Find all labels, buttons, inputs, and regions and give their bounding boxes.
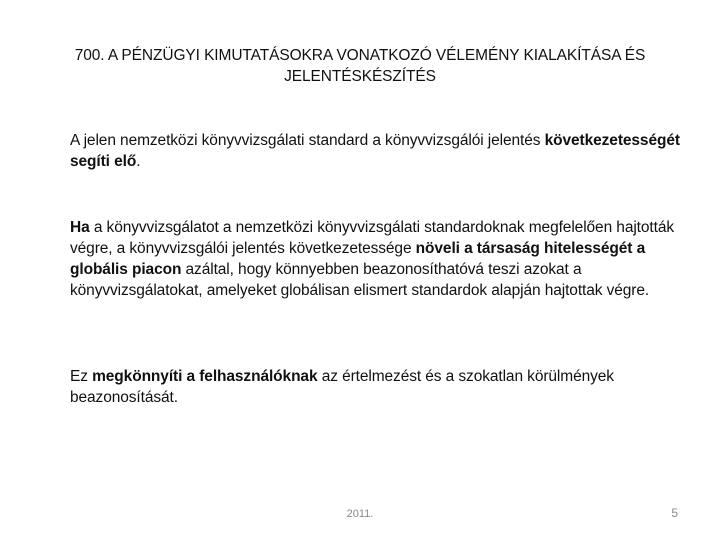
footer-date: 2011. [346, 508, 374, 520]
title-line-1: 700. A PÉNZÜGYI KIMUTATÁSOKRA VONATKOZÓ VÉLEMÉNY KIALAKÍTÁSA ÉS [74, 47, 646, 64]
page-number: 5 [671, 506, 678, 520]
paragraph-2-text-b: a könyvvizsgálatot a nemzetközi könyvvizsgálati standardoknak megfelelően hajtották végre, a könyvvizsgálói jelentés következetessége [70, 219, 674, 257]
paragraph-2-text-d: azáltal, hogy könnyebben beazonosíthatóvá teszi azokat a könyvvizsgálatokat, amelyeket globálisan elismert standardok alapján hajtottak végre. [70, 261, 650, 299]
title-line-2: JELENTÉSKÉSZÍTÉS [284, 68, 436, 85]
paragraph-2-bold-c: növeli a társaság hitelességét a globális piacon [70, 240, 646, 278]
paragraph-3-bold: megkönnyíti a felhasználóknak [92, 368, 318, 385]
paragraph-1 [70, 130, 682, 172]
paragraph-2 [70, 217, 682, 301]
paragraph-3-text-c: az értelmezést és a szokatlan körülmények beazonosítását. [70, 368, 614, 406]
paragraph-1-bold: következetességét segíti elő [70, 132, 680, 170]
paragraph-3-text-a: Ez [70, 368, 93, 385]
paragraph-3 [70, 366, 682, 408]
paragraph-1-text-a: A jelen nemzetközi könyvvizsgálati standard a könyvvizsgálói jelentés [70, 132, 545, 149]
paragraph-1-text-c: . [136, 153, 141, 170]
paragraph-2-bold-a: Ha [70, 219, 90, 236]
slide-title [20, 45, 700, 87]
